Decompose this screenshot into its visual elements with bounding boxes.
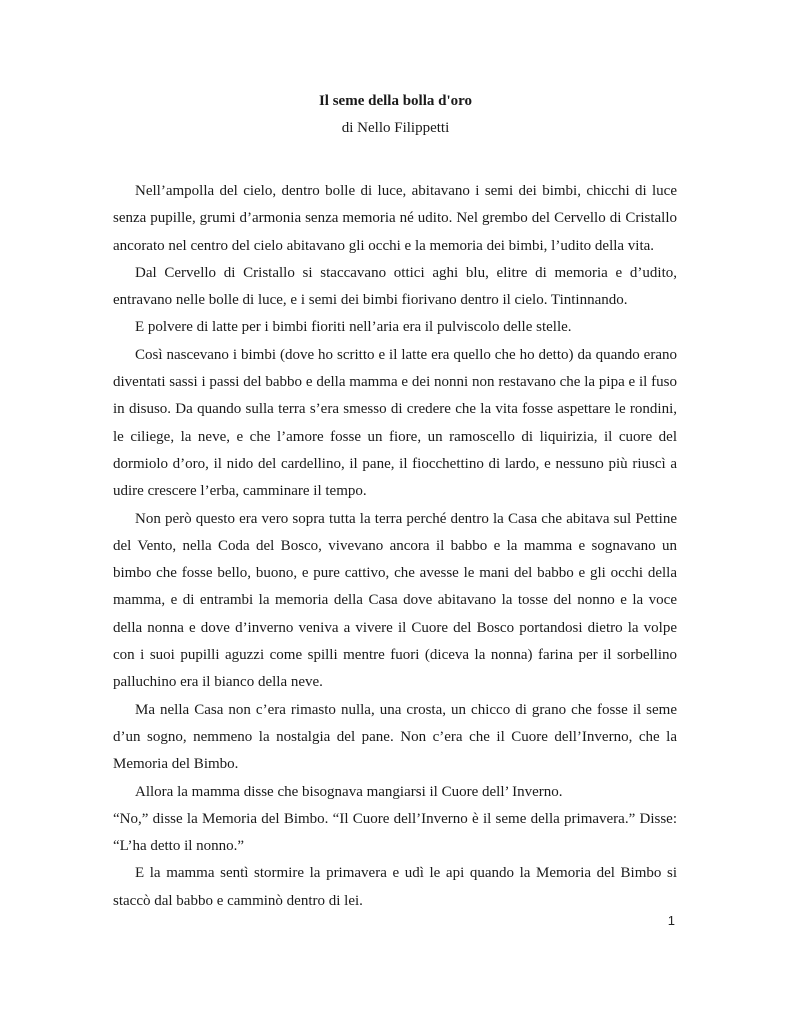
story-author: di Nello Filippetti	[341, 120, 450, 136]
paragraph: Così nascevano i bimbi (dove ho scritto e il latte era quello che ho detto) da quando erano diventati sassi i passi del babbo e della mamma e dei nonni non restavano che la pipa e il fuso in disuso. Da quando sulla terra s’era smesso di credere che la vita fosse aspettare le rondini, le ciliege, la neve, e che l’amore fosse un fiore, un ramoscello di liquirizia, il cuore del dormiolo d’oro, il nido del cardellino, il pane, il fiocchettino di lardo, e nessuno più riuscì a udire crescere l’erba, camminare il tempo.	[113, 346, 677, 500]
story-title: Il seme della bolla d'oro	[318, 93, 473, 109]
paragraph: Non però questo era vero sopra tutta la terra perché dentro la Casa che abitava sul Pettine del Vento, nella Coda del Bosco, vivevano ancora il babbo e la mamma e sognavano un bimbo che fosse bello, buono, e pure cattivo, che avesse le mani del babbo e gli occhi della mamma, e di entrambi la memoria della Casa dove abitavano la tosse del nonno e la voce della nonna e dove d’inverno veniva a vivere il Cuore del Bosco portandosi dietro la volpe con i suoi pupilli aguzzi come spilli mentre fuori (diceva la nonna) farina per il sorbellino palluchino era il bianco della neve.	[113, 510, 677, 691]
paragraph: E la mamma sentì stormire la primavera e udì le api quando la Memoria del Bimbo si staccò dal babbo e camminò dentro di lei.	[113, 865, 677, 909]
paragraph: Dal Cervello di Cristallo si staccavano ottici aghi blu, elitre di memoria e d’udito, entravano nelle bolle di luce, e i semi dei bimbi fiorivano dentro il cielo. Tintinnando.	[113, 264, 677, 309]
paragraph: E polvere di latte per i bimbi fioriti nell’aria era il pulviscolo delle stelle.	[135, 319, 572, 336]
story-body	[113, 178, 677, 915]
paragraph: Ma nella Casa non c’era rimasto nulla, una crosta, un chicco di grano che fosse il seme d’un sogno, nemmeno la nostalgia del pane. Non c’era che il Cuore dell’Inverno, che la Memoria del Bimbo.	[113, 701, 677, 773]
page-number: 1	[667, 913, 675, 928]
paragraph: Nell’ampolla del cielo, dentro bolle di luce, abitavano i semi dei bimbi, chicchi di luce senza pupille, grumi d’armonia senza memoria né udito. Nel grembo del Cervello di Cristallo ancorato nel centro del cielo abitavano gli occhi e la memoria dei bimbi, l’udito della vita.	[113, 183, 677, 254]
paragraph: Allora la mamma disse che bisognava mangiarsi il Cuore dell’ Inverno.	[135, 783, 563, 800]
paragraph: “No,” disse la Memoria del Bimbo. “Il Cuore dell’Inverno è il seme della primavera.” Disse: “L’ha detto il nonno.”	[113, 810, 677, 855]
